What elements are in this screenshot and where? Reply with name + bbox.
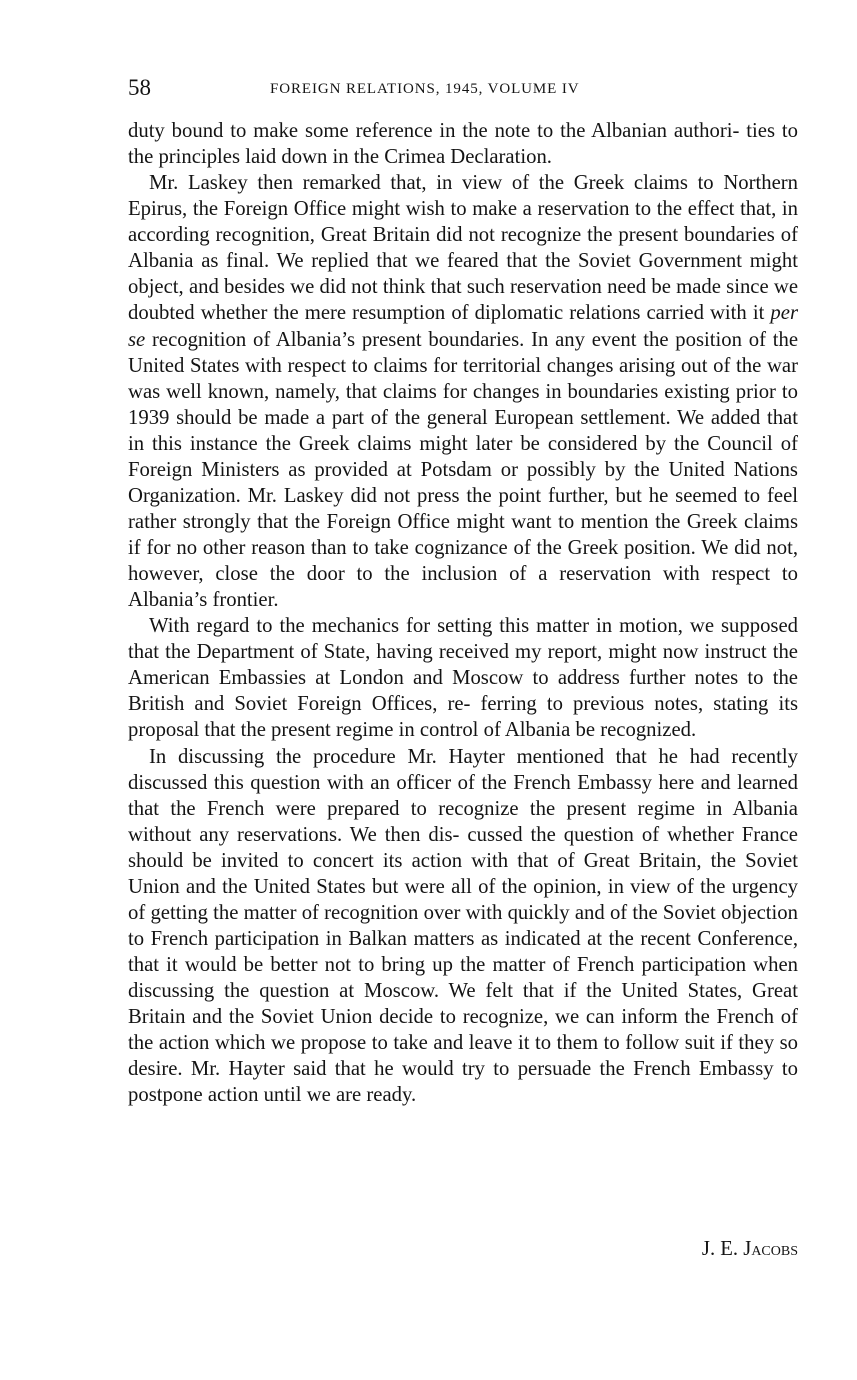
document-body (128, 118, 798, 1108)
page-number: 58 (128, 75, 151, 100)
running-head: FOREIGN RELATIONS, 1945, VOLUME IV (270, 81, 580, 97)
paragraph-text: Mr. Laskey then remarked that, in view of the Greek claims to Northern Epirus, the Foreign Office might wish to make a reservation to the effect that, in according recognition, Great Britain did not recognize the present boundaries of Albania as final. We replied that we feared that the Soviet Government might object, and besides we did not think that such reservation need be made since we doubted whether the mere resumption of diplomatic relations carried with it (128, 172, 798, 325)
paragraph-text: recognition of Albania’s present boundaries. In any event the position of the United States with respect to claims for territorial changes arising out of the war was well known, namely, that claims for changes in boundaries existing prior to 1939 should be made a part of the general European settlement. We added that in this instance the Greek claims might later be considered by the Council of Foreign Ministers as provided at Potsdam or possibly by the United Nations Organization. Mr. Laskey did not press the point further, but he seemed to feel rather strongly that the Foreign Office might want to mention the Greek claims if for no other reason than to take cognizance of the Greek position. We did not, however, close the door to the inclusion of a reservation with respect to Albania’s frontier. (128, 328, 798, 612)
paragraph-mechanics: With regard to the mechanics for setting this matter in motion, we supposed that the Department of State, having received my report, might now instruct the American Embassies at London and Moscow to address further notes to the British and Soviet Foreign Offices, re- ferring to previous notes, stating its proposal that the present regime in control of Albania be recognized. (128, 615, 798, 742)
page-header (128, 74, 798, 104)
signature: J. E. Jacobs (701, 1238, 798, 1260)
italic-phrase: per se (128, 302, 798, 351)
paragraph-continuation: duty bound to make some reference in the note to the Albanian authori- ties to the principles laid down in the Crimea Declaration. (128, 120, 798, 169)
paragraph-laskey-reservation (128, 170, 798, 613)
paragraph-procedure: In discussing the procedure Mr. Hayter mentioned that he had recently discussed this question with an officer of the French Embassy here and learned that the French were prepared to recognize the present regime in Albania without any reservations. We then dis- cussed the question of whether France should be invited to concert its action with that of Great Britain, the Soviet Union and the United States but were all of the opinion, in view of the urgency of getting the matter of recognition over with quickly and of the Soviet objection to French participation in Balkan matters as indicated at the recent Conference, that it would be better not to bring up the matter of French participation when discussing the question at Moscow. We felt that if the United States, Great Britain and the Soviet Union decide to recognize, we can inform the French of the action which we propose to take and leave it to them to follow suit if they so desire. Mr. Hayter said that he would try to persuade the French Embassy to postpone action until we are ready. (128, 745, 798, 1107)
